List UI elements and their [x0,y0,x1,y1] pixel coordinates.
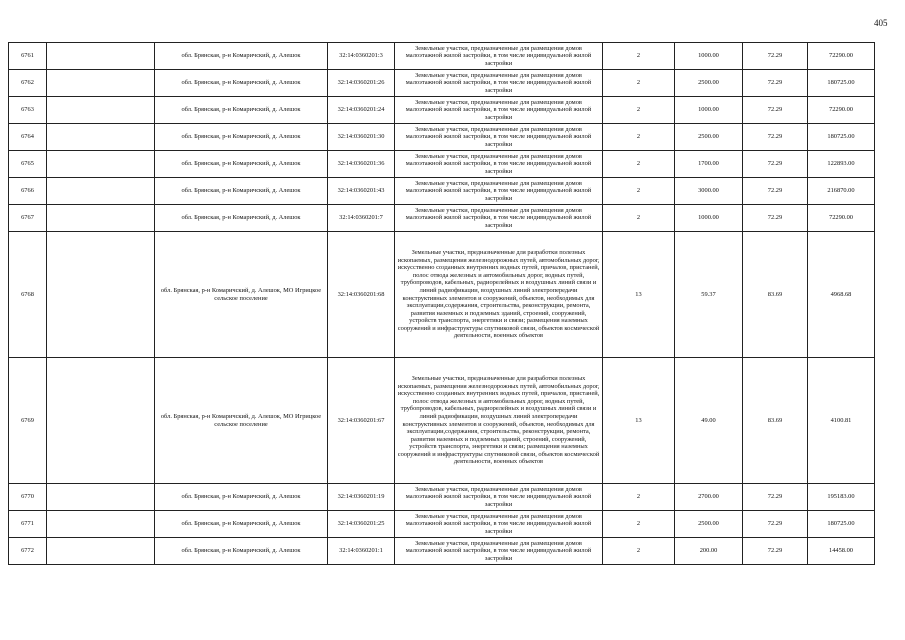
land-use-cell: Земельные участки, предназначенные для размещения домов малоэтажной жилой застройки, в том числе индивидуальной жилой застройки [395,70,603,97]
row-number-cell: 6761 [9,43,47,70]
table-row [9,358,875,484]
address-cell: обл. Брянская, р-н Комаричский, д. Алешок [155,484,328,511]
land-use-cell: Земельные участки, предназначенные для размещения домов малоэтажной жилой застройки, в том числе индивидуальной жилой застройки [395,538,603,565]
land-use-cell: Земельные участки, предназначенные для размещения домов малоэтажной жилой застройки, в том числе индивидуальной жилой застройки [395,178,603,205]
specific-value-cell: 72.29 [743,97,808,124]
cadastral-number-cell: 32:14:0360201:36 [328,151,395,178]
row-number-cell: 6770 [9,484,47,511]
specific-value-cell: 72.29 [743,511,808,538]
cadastral-value-cell: 4968.68 [808,232,875,358]
table-row [9,43,875,70]
row-number-cell: 6763 [9,97,47,124]
group-cell: 2 [603,205,675,232]
address-cell: обл. Брянская, р-н Комаричский, д. Алешок [155,178,328,205]
cadastral-value-cell: 72290.00 [808,43,875,70]
group-cell: 2 [603,70,675,97]
cadastral-value-cell: 180725.00 [808,70,875,97]
row-number-cell: 6768 [9,232,47,358]
specific-value-cell: 72.29 [743,538,808,565]
land-use-cell: Земельные участки, предназначенные для размещения домов малоэтажной жилой застройки, в том числе индивидуальной жилой застройки [395,205,603,232]
row-number-cell: 6769 [9,358,47,484]
specific-value-cell: 72.29 [743,124,808,151]
area-cell: 49.00 [675,358,743,484]
address-cell: обл. Брянская, р-н Комаричский, д. Алешок [155,97,328,124]
land-use-cell: Земельные участки, предназначенные для разработки полезных ископаемых, размещения железнодорожных путей, автомобильных дорог, искусственно созданных внутренних водных путей, причалов, пристаней, полос отвода железных и автомобильных дорог, водных путей, трубопроводов, кабельных, радиорелейных и воздушных линий связи и линий радиофикации, воздушных линий электропередачи конструктивных элементов и сооружений, объектов, необходимых для эксплуатации,содержания, строительства, реконструкции, ремонта, развития наземных и подземных зданий, строений, сооружений, устройств транспорта, энергетики и связи; размещения наземных сооружений и инфраструктуры спутниковой связи, объектов космической деятельности, военных объектов [395,232,603,358]
row-number-cell: 6771 [9,511,47,538]
cadastral-value-cell: 195183.00 [808,484,875,511]
area-cell: 3000.00 [675,178,743,205]
group-cell: 13 [603,358,675,484]
cadastral-number-cell: 32:14:0360201:67 [328,358,395,484]
empty-cell [47,151,155,178]
specific-value-cell: 72.29 [743,178,808,205]
address-cell: обл. Брянская, р-н Комаричский, д. Алешок [155,511,328,538]
table-row [9,484,875,511]
empty-cell [47,124,155,151]
address-cell: обл. Брянская, р-н Комаричский, д. Алешок [155,205,328,232]
specific-value-cell: 72.29 [743,43,808,70]
group-cell: 2 [603,511,675,538]
area-cell: 2500.00 [675,124,743,151]
group-cell: 2 [603,538,675,565]
table-row [9,232,875,358]
cadastral-value-cell: 4100.81 [808,358,875,484]
cadastral-value-cell: 14458.00 [808,538,875,565]
address-cell: обл. Брянская, р-н Комаричский, д. Алешок [155,151,328,178]
cadastral-value-cell: 180725.00 [808,511,875,538]
table-row [9,538,875,565]
land-use-cell: Земельные участки, предназначенные для размещения домов малоэтажной жилой застройки, в том числе индивидуальной жилой застройки [395,43,603,70]
table-row [9,124,875,151]
area-cell: 2700.00 [675,484,743,511]
cadastral-number-cell: 32:14:0360201:26 [328,70,395,97]
group-cell: 2 [603,43,675,70]
specific-value-cell: 72.29 [743,151,808,178]
address-cell: обл. Брянская, р-н Комаричский, д. Алешок [155,43,328,70]
cadastral-value-cell: 72290.00 [808,205,875,232]
cadastral-number-cell: 32:14:0360201:1 [328,538,395,565]
group-cell: 2 [603,151,675,178]
area-cell: 2500.00 [675,70,743,97]
cadastral-value-table [8,42,875,565]
area-cell: 1000.00 [675,97,743,124]
area-cell: 1000.00 [675,43,743,70]
specific-value-cell: 83.69 [743,232,808,358]
land-use-cell: Земельные участки, предназначенные для размещения домов малоэтажной жилой застройки, в том числе индивидуальной жилой застройки [395,511,603,538]
area-cell: 59.37 [675,232,743,358]
group-cell: 2 [603,124,675,151]
row-number-cell: 6772 [9,538,47,565]
address-cell: обл. Брянская, р-н Комаричский, д. Алешок, МО Игрицкое сельское поселение [155,232,328,358]
address-cell: обл. Брянская, р-н Комаричский, д. Алешок [155,538,328,565]
cadastral-number-cell: 32:14:0360201:30 [328,124,395,151]
cadastral-number-cell: 32:14:0360201:24 [328,97,395,124]
empty-cell [47,70,155,97]
land-use-cell: Земельные участки, предназначенные для разработки полезных ископаемых, размещения железнодорожных путей, автомобильных дорог, искусственно созданных внутренних водных путей, причалов, пристаней, полос отвода железных и автомобильных дорог, водных путей, трубопроводов, кабельных, радиорелейных и воздушных линий связи и линий радиофикации, воздушных линий электропередачи конструктивных элементов и сооружений, объектов, необходимых для эксплуатации,содержания, строительства, реконструкции, ремонта, развития наземных и подземных зданий, строений, сооружений, устройств транспорта, энергетики и связи; размещения наземных сооружений и инфраструктуры спутниковой связи, объектов космической деятельности, военных объектов [395,358,603,484]
empty-cell [47,538,155,565]
page-number: 405 [874,18,888,28]
land-use-cell: Земельные участки, предназначенные для размещения домов малоэтажной жилой застройки, в том числе индивидуальной жилой застройки [395,124,603,151]
area-cell: 1000.00 [675,205,743,232]
row-number-cell: 6762 [9,70,47,97]
empty-cell [47,43,155,70]
cadastral-number-cell: 32:14:0360201:25 [328,511,395,538]
empty-cell [47,484,155,511]
cadastral-value-cell: 72290.00 [808,97,875,124]
empty-cell [47,178,155,205]
row-number-cell: 6765 [9,151,47,178]
address-cell: обл. Брянская, р-н Комаричский, д. Алешок [155,70,328,97]
address-cell: обл. Брянская, р-н Комаричский, д. Алешок [155,124,328,151]
table-row [9,178,875,205]
cadastral-value-cell: 122893.00 [808,151,875,178]
empty-cell [47,205,155,232]
land-use-cell: Земельные участки, предназначенные для размещения домов малоэтажной жилой застройки, в том числе индивидуальной жилой застройки [395,97,603,124]
cadastral-number-cell: 32:14:0360201:7 [328,205,395,232]
cadastral-value-cell: 216870.00 [808,178,875,205]
row-number-cell: 6764 [9,124,47,151]
group-cell: 2 [603,178,675,205]
area-cell: 1700.00 [675,151,743,178]
area-cell: 2500.00 [675,511,743,538]
table-row [9,151,875,178]
table-row [9,511,875,538]
empty-cell [47,511,155,538]
specific-value-cell: 72.29 [743,205,808,232]
cadastral-number-cell: 32:14:0360201:43 [328,178,395,205]
group-cell: 2 [603,97,675,124]
row-number-cell: 6767 [9,205,47,232]
specific-value-cell: 72.29 [743,484,808,511]
cadastral-value-cell: 180725.00 [808,124,875,151]
group-cell: 13 [603,232,675,358]
cadastral-number-cell: 32:14:0360201:19 [328,484,395,511]
empty-cell [47,232,155,358]
address-cell: обл. Брянская, р-н Комаричский, д. Алешок, МО Игрицкое сельское поселение [155,358,328,484]
area-cell: 200.00 [675,538,743,565]
group-cell: 2 [603,484,675,511]
cadastral-number-cell: 32:14:0360201:3 [328,43,395,70]
land-use-cell: Земельные участки, предназначенные для размещения домов малоэтажной жилой застройки, в том числе индивидуальной жилой застройки [395,484,603,511]
specific-value-cell: 72.29 [743,70,808,97]
table-row [9,205,875,232]
table-row [9,70,875,97]
cadastral-number-cell: 32:14:0360201:68 [328,232,395,358]
land-use-cell: Земельные участки, предназначенные для размещения домов малоэтажной жилой застройки, в том числе индивидуальной жилой застройки [395,151,603,178]
row-number-cell: 6766 [9,178,47,205]
table-body [9,43,875,565]
specific-value-cell: 83.69 [743,358,808,484]
empty-cell [47,97,155,124]
empty-cell [47,358,155,484]
table-row [9,97,875,124]
